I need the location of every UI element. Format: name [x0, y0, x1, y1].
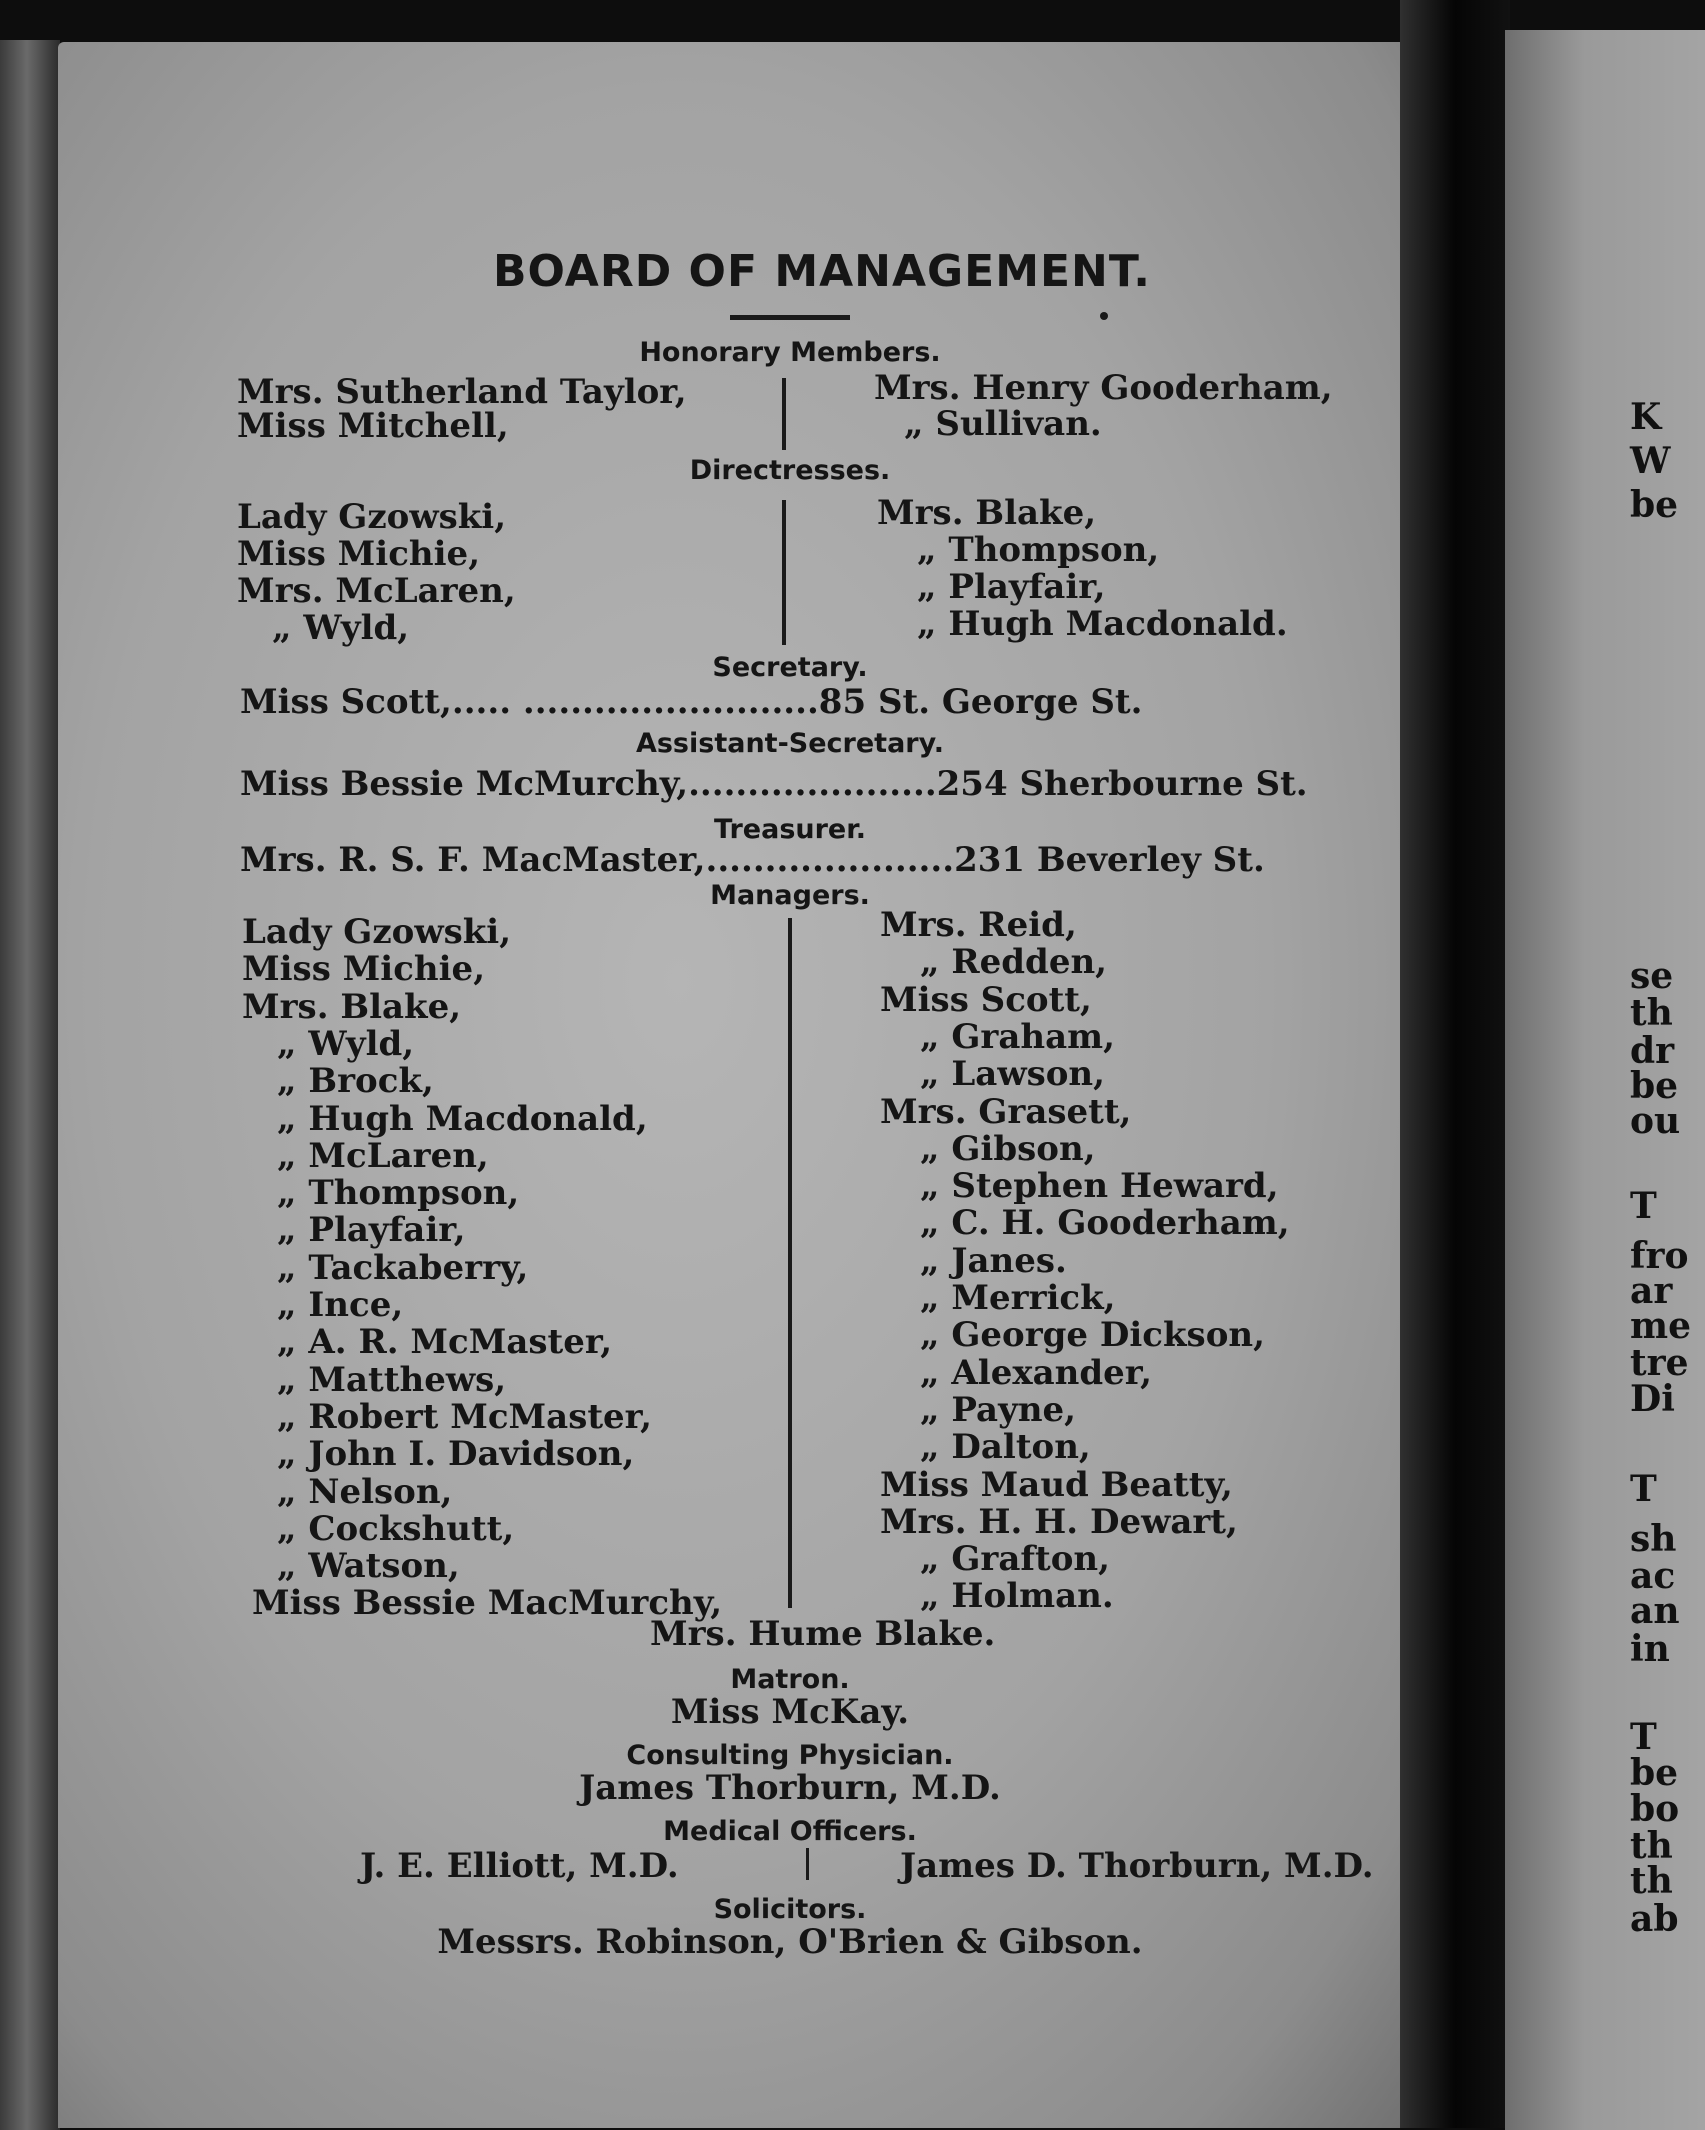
board-member-name: „ Janes. — [920, 1240, 1067, 1281]
honorary-heading: Honorary Members. — [639, 337, 941, 368]
board-member-name: „ Matthews, — [277, 1359, 507, 1400]
board-member-name: „ Dalton, — [920, 1427, 1091, 1468]
board-member-name: Mrs. H. H. Dewart, — [880, 1501, 1238, 1542]
medical-officers-heading: Medical Officers. — [663, 1816, 917, 1847]
adjacent-page-fragment: dr — [1630, 1030, 1675, 1072]
adjacent-page-fragment: ou — [1630, 1100, 1681, 1142]
adjacent-page-fragment: th — [1630, 992, 1673, 1034]
managers-heading: Managers. — [710, 880, 870, 911]
board-member-name: „ Wyld, — [272, 608, 410, 648]
medical-officers-divider — [806, 1848, 809, 1880]
board-member-name: Mrs. Sutherland Taylor, — [237, 372, 687, 412]
medical-officer-left: J. E. Elliott, M.D. — [360, 1846, 679, 1886]
adjacent-page-fragment: T — [1630, 1468, 1657, 1510]
board-member-name: „ Hugh Macdonald, — [277, 1098, 648, 1139]
board-member-name: „ Robert McMaster, — [277, 1396, 652, 1437]
board-member-name: Miss Mitchell, — [237, 406, 509, 446]
board-member-name: Miss Maud Beatty, — [880, 1464, 1233, 1505]
board-member-name: „ Wyld, — [277, 1023, 415, 1064]
adjacent-page-fragment: me — [1630, 1305, 1691, 1347]
board-member-name: „ Lawson, — [920, 1054, 1105, 1095]
print-speck — [1100, 312, 1108, 320]
adjacent-page-fragment: bo — [1630, 1788, 1680, 1830]
board-member-name: „ Ince, — [277, 1285, 404, 1325]
adjacent-page-fragment: T — [1630, 1185, 1657, 1227]
adjacent-page-fragment: Di — [1630, 1378, 1675, 1420]
adjacent-page-fragment: ac — [1630, 1555, 1676, 1597]
board-member-name: „ Thompson, — [917, 530, 1160, 570]
board-member-name: „ A. R. McMaster, — [277, 1322, 613, 1363]
board-member-name: „ Sullivan. — [904, 404, 1102, 444]
medical-officer-right: James D. Thorburn, M.D. — [900, 1846, 1374, 1886]
adjacent-page-fragment: sh — [1630, 1518, 1677, 1560]
solicitors-name: Messrs. Robinson, O'Brien & Gibson. — [437, 1922, 1143, 1962]
board-member-name: „ Hugh Macdonald. — [917, 604, 1288, 644]
title-rule — [730, 315, 850, 320]
directresses-divider — [782, 500, 786, 645]
board-member-name: „ Grafton, — [920, 1539, 1110, 1580]
board-member-name: „ Playfair, — [917, 567, 1106, 607]
honorary-divider — [782, 378, 786, 450]
consulting-physician-heading: Consulting Physician. — [626, 1740, 954, 1771]
board-member-name: „ Thompson, — [277, 1173, 520, 1214]
board-member-name: „ Payne, — [920, 1389, 1077, 1430]
adjacent-page-fragment: be — [1630, 484, 1679, 526]
board-member-name: „ Cockshutt, — [277, 1508, 515, 1549]
adjacent-page-fragment: be — [1630, 1065, 1679, 1107]
matron-name: Miss McKay. — [670, 1692, 910, 1732]
board-member-name: „ Redden, — [920, 942, 1108, 983]
board-member-name: „ Nelson, — [277, 1471, 453, 1512]
board-member-name: Mrs. Henry Gooderham, — [874, 368, 1333, 408]
adjacent-page-fragment: an — [1630, 1590, 1680, 1632]
board-member-name: „ Tackaberry, — [277, 1247, 529, 1288]
board-member-name: „ Graham, — [920, 1016, 1115, 1057]
board-member-name: „ George Dickson, — [920, 1315, 1265, 1356]
board-member-name: „ Watson, — [277, 1546, 460, 1587]
board-member-name: Lady Gzowski, — [242, 912, 512, 952]
board-member-name: „ McLaren, — [277, 1135, 489, 1176]
directresses-heading: Directresses. — [689, 455, 891, 486]
adjacent-page-fragment: T — [1630, 1716, 1657, 1758]
board-member-name: „ C. H. Gooderham, — [920, 1203, 1290, 1244]
assistant-secretary-heading: Assistant-Secretary. — [635, 728, 945, 759]
consulting-physician-name: James Thorburn, M.D. — [579, 1768, 1001, 1808]
book-gutter — [1400, 0, 1510, 2128]
board-member-name: „ Alexander, — [920, 1352, 1153, 1393]
treasurer-line: Mrs. R. S. F. MacMaster,.....................231 Beverley St. — [240, 840, 1265, 880]
board-member-name: Mrs. Blake, — [877, 493, 1097, 533]
managers-footer: Mrs. Hume Blake. — [650, 1614, 996, 1654]
board-member-name: Mrs. McLaren, — [237, 571, 516, 611]
secretary-line: Miss Scott,..... .........................85 St. George St. — [240, 682, 1143, 722]
board-member-name: Miss Bessie MacMurchy, — [252, 1583, 723, 1624]
matron-heading: Matron. — [730, 1664, 850, 1695]
page-title: BOARD OF MANAGEMENT. — [493, 246, 1151, 297]
board-member-name: Mrs. Grasett, — [880, 1091, 1132, 1132]
board-member-name: „ Holman. — [920, 1576, 1114, 1617]
managers-divider — [788, 918, 792, 1608]
adjacent-page-fragment: ab — [1630, 1898, 1679, 1940]
board-member-name: Lady Gzowski, — [237, 497, 507, 537]
board-member-name: Miss Scott, — [880, 979, 1092, 1020]
adjacent-page-fragment: tre — [1630, 1342, 1689, 1384]
adjacent-page-fragment: be — [1630, 1752, 1679, 1794]
board-member-name: Mrs. Reid, — [880, 905, 1077, 945]
board-member-name: „ Merrick, — [920, 1278, 1116, 1318]
adjacent-page-fragment: th — [1630, 1860, 1673, 1902]
board-member-name: „ John I. Davidson, — [277, 1434, 635, 1475]
adjacent-page-fragment: in — [1630, 1628, 1670, 1670]
board-member-name: „ Stephen Heward, — [920, 1166, 1279, 1207]
board-member-name: Miss Michie, — [242, 949, 486, 990]
assistant-secretary-line: Miss Bessie McMurchy,.....................254 Sherbourne St. — [240, 764, 1308, 804]
board-member-name: Miss Michie, — [237, 534, 481, 574]
board-member-name: „ Gibson, — [920, 1128, 1096, 1169]
treasurer-heading: Treasurer. — [714, 814, 866, 845]
board-member-name: Mrs. Blake, — [242, 986, 462, 1027]
adjacent-page-fragment: th — [1630, 1825, 1673, 1867]
board-member-name: „ Brock, — [277, 1061, 434, 1102]
adjacent-page-fragment: ar — [1630, 1270, 1673, 1312]
adjacent-page-fragment: K — [1630, 396, 1662, 438]
adjacent-page-fragment: fro — [1630, 1235, 1689, 1277]
solicitors-heading: Solicitors. — [713, 1894, 867, 1925]
secretary-heading: Secretary. — [712, 652, 868, 683]
adjacent-page-fragment: se — [1630, 955, 1674, 997]
adjacent-page-fragment: W — [1630, 440, 1671, 482]
board-member-name: „ Playfair, — [277, 1210, 466, 1251]
